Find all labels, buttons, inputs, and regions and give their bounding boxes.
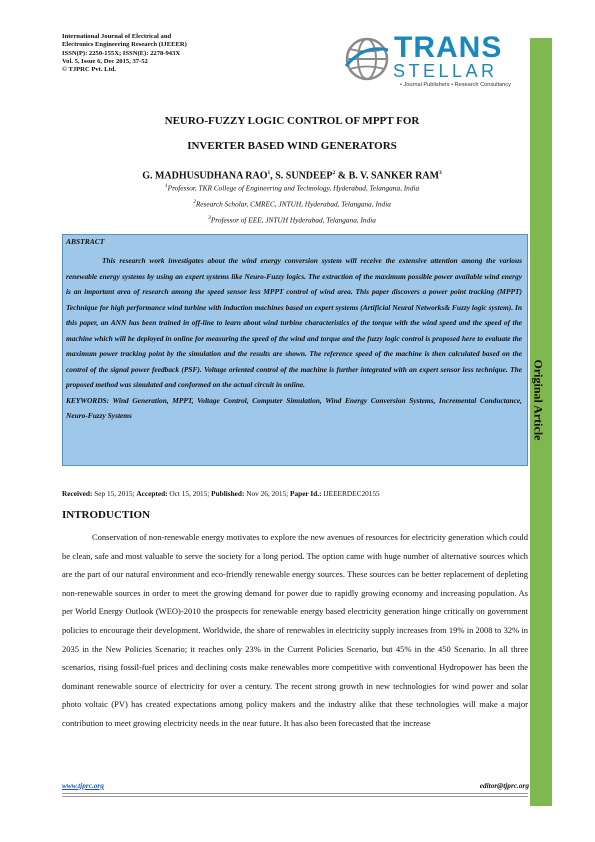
author-3: B. V. SANKER RAM (348, 170, 440, 182)
author-2-sup: 2 (332, 170, 336, 176)
logo-word-trans: TRANS (394, 31, 503, 64)
author-list (62, 170, 522, 181)
published-label: Published: (211, 489, 245, 498)
journal-name-line2: Electronics Engineering Research (IJEEER) (62, 41, 187, 49)
introduction-text: Conservation of non-renewable energy motivates to explore the new avenues of resources for electricity generation which could be clean, safe and most valuable to serve the society for a long period. The option came with huge number of alternative sources which are the part of our natural environment and eco-friendly renewable energy sources. These sources can be better replacement of depleting non-renewable sources in order to meet the growing demand for power due to rapidly growing economy and increasing population. As per World Energy Outlook (WEO)-2010 the prospects for renewable energy based electricity generation hinge critically on government policies to encourage their development. Worldwide, the share of renewables in electricity supply increases from 19% in 2008 to 32% in 2035 in the New Policies Scenario; it reaches only 23% in the Current Policies Scenario, but 45% in the 450 Scenario. In all three scenarios, rising fossil-fuel prices and declining costs make renewables more competitive with conventional Hydropower has been the dominant renewable source of electricity for over a century. The recent strong growth in new technologies for wind power and solar photo voltaic (PV) has created expectations among policy makers and the industry alike that these technologies will make a major contribution to meet growing electricity needs in the near future. It has also been forecasted that the increase (62, 532, 528, 728)
affiliation-2 (62, 199, 522, 208)
introduction-heading: INTRODUCTION (62, 509, 151, 521)
received-date: Sep 15, 2015; (92, 489, 137, 498)
published-date: Nov 26, 2015; (244, 489, 291, 498)
abstract-text: This research work investigates about the wind energy conversion system will receive the extensive attention among the various renewable energy systems by using an expert systems like Neuro-Fuzzy logics. The extraction of the maximum possible power available wind energy is an important area of research among the speed sensor less MPPT control of wind area. This paper discovers a power point tracking (MPPT) Technique for high performance wind turbine with induction machines based on expert systems (Artificial Neural Networks& Fuzzy logic system). In this paper, an ANN has been trained in off-line to learn about wind turbine characteristics of the torque with the wind speed and the speed of the machine which will be deployed in online for measuring the speed of the wind and torque and the fuzzy logic control is proposed here to evaluate the maximum power tracking point by the simulation and the results are shown. The reference speed of the machine is then calculated based on the control of the signal power feedback (PSF). Voltage oriented control of the machine is further integrated with an expert sensor less technique. The proposed method was simulated and conformed on the actual circuit in online. (66, 256, 522, 389)
received-label: Received: (62, 489, 93, 498)
affiliation-3-text: Professor of EEE, JNTUH Hyderabad, Telangana, India (210, 215, 376, 225)
author-sep-2: & (335, 170, 349, 182)
footer-email: editor@tjprc.org (479, 781, 529, 790)
journal-copyright: © TJPRC Pvt. Ltd. (62, 66, 117, 74)
author-sep-1: , (270, 170, 276, 182)
affiliation-1-sup: 1 (164, 183, 168, 189)
footer-divider-2 (62, 796, 528, 797)
footer-website-link[interactable]: www.tjprc.org (62, 781, 104, 790)
paper-title-line2: INVERTER BASED WIND GENERATORS (187, 140, 397, 152)
paper-id: IJEEERDEC20155 (321, 489, 380, 498)
abstract-heading: ABSTRACT (66, 237, 105, 246)
paper-id-label: Paper Id.: (290, 489, 322, 498)
logo-tagline: • Journal Publishers • Research Consultancy (400, 82, 511, 88)
publication-dates (62, 489, 380, 498)
affiliation-2-sup: 2 (193, 199, 196, 205)
abstract-box (62, 234, 528, 466)
affiliation-1 (62, 183, 522, 192)
journal-issn: ISSN(P): 2250-155X; ISSN(E): 2278-943X (62, 49, 181, 57)
publisher-logo (344, 31, 522, 92)
affiliation-3 (62, 215, 522, 224)
author-1-sup: 1 (267, 170, 271, 176)
author-2: S. SUNDEEP (275, 170, 333, 182)
introduction-section (62, 528, 528, 733)
paper-title-line1: NEURO-FUZZY LOGIC CONTROL OF MPPT FOR (164, 115, 420, 127)
affiliation-2-text: Research Scholar, CMREC, JNTUH, Hyderabad, Telangana, India (195, 199, 391, 209)
journal-info (62, 33, 322, 74)
author-1: G. MADHUSUDHANA RAO (142, 170, 268, 182)
accepted-label: Accepted: (136, 489, 168, 498)
globe-icon (344, 36, 390, 82)
abstract-keywords: KEYWORDS: Wind Generation, MPPT, Voltage Control, Computer Simulation, Wind Energy Conversion Systems, Incremental Conductance, Neuro-Fuzzy Systems (66, 395, 522, 420)
footer-divider (62, 793, 528, 794)
journal-volume: Vol. 5, Issue 6, Dec 2015, 37-52 (62, 57, 148, 65)
abstract-content (66, 253, 522, 424)
affiliation-3-sup: 3 (208, 215, 211, 221)
author-3-sup: 3 (439, 170, 442, 176)
accepted-date: Oct 15, 2015; (167, 489, 212, 498)
article-type-label: Original Article (531, 359, 546, 441)
affiliation-1-text: Professor, TKR College of Engineering and Technology, Hyderabad, Telangana, India (167, 183, 420, 193)
logo-word-stellar: STELLAR (393, 61, 498, 81)
journal-name-line1: International Journal of Electrical and (62, 33, 172, 40)
